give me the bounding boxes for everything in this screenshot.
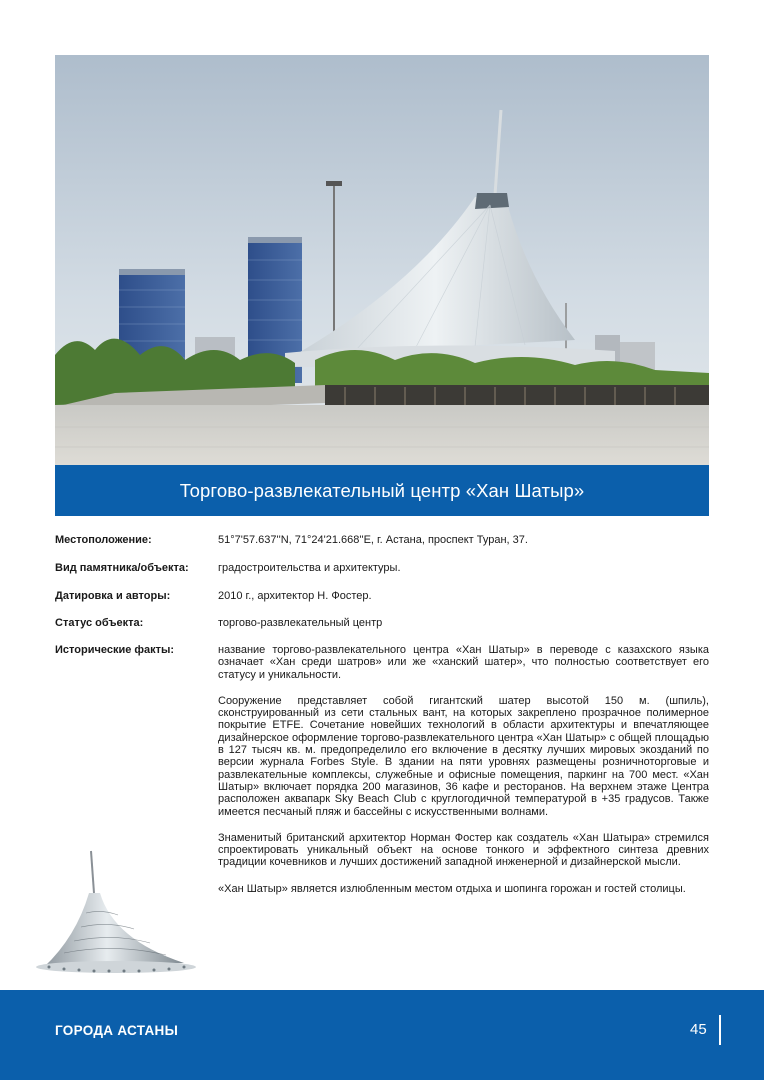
fact-paragraph: Сооружение представляет собой гигантский шатер высотой 150 м. (шпиль), сконструированный из сети стальных вант, на которых закреплено прозрачное полимерное покрытие ETFE. Сочетание новейших технологий в области архитектуры и впечатляющее дизайнерское оформление торгово-развлекательного центра «Хан Шатыр» с общей площадью в 127 тысяч кв. м. предопределило его включение в десятку лучших мировых экозданий по версии журнала Forbes Style. В здании на пяти уровнях размещены розничноторговые и развлекательные комплексы, служебные и офисные помещения, паркинг на 700 мест. «Хан Шатыр» включает порядка 200 магазинов, 36 кафе и ресторанов. На верхнем этаже Центра расположен аквапарк Sky Beach Club с круглогодичной температурой в +35 градусов. Также имеется песчаный пляж и бассейны с искусственными волнами. — [218, 694, 709, 818]
footer-divider — [719, 1015, 721, 1045]
date-label: Датировка и авторы: — [55, 590, 171, 602]
status-value: торгово-развлекательный центр — [218, 617, 383, 629]
historical-facts — [218, 644, 709, 909]
fact-paragraph: название торгово-развлекательного центра «Хан Шатыр» в переводе с казахского языка означает «Хан среди шатров» или же «ханский шатер», что полностью соответствует его статусу и уникальности. — [218, 644, 709, 681]
location-label: Местоположение: — [55, 534, 152, 546]
footer — [0, 990, 764, 1080]
main-photo — [55, 55, 709, 465]
title-bar — [55, 465, 709, 516]
footer-section-title: ГОРОДА АСТАНЫ — [55, 1023, 179, 1038]
status-label: Статус объекта: — [55, 617, 144, 629]
type-label: Вид памятника/объекта: — [55, 562, 189, 574]
tent-thumbnail — [34, 845, 199, 980]
location-value: 51°7'57.637''N, 71°24'21.668''E, г. Астана, проспект Туран, 37. — [218, 534, 528, 546]
date-value: 2010 г., архитектор Н. Фостер. — [218, 590, 372, 602]
type-value: градостроительства и архитектуры. — [218, 562, 401, 574]
fact-paragraph: Знаменитый британский архитектор Норман Фостер как создатель «Хан Шатыра» стремился спроектировать уникальный объект на основе тонкого и эффектного синтеза древних традиции кочевников и лучших достижений западной инженерной и дизайнерской мысли. — [218, 831, 709, 869]
page-number: 45 — [690, 1021, 707, 1038]
page-title: Торгово-развлекательный центр «Хан Шатыр» — [179, 479, 585, 501]
facts-label: Исторические факты: — [55, 644, 175, 656]
fact-paragraph: «Хан Шатыр» является излюбленным местом отдыха и шопинга горожан и гостей столицы. — [218, 882, 686, 895]
